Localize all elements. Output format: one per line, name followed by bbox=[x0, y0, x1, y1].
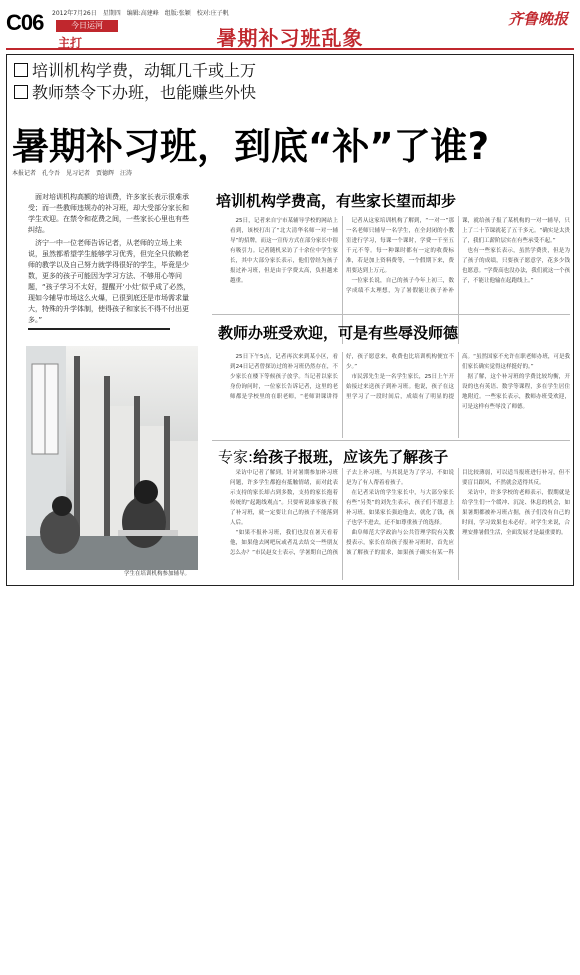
body-paragraph: 采访中记者了解到，针对暑期参加补习班问题，许多学生都抱有抵触情绪，而对此表示支持的家长却占到多数，支持的家长抱着传统的“起跑线观点”。只要听说谁家孩子报了补习班，就一定要让自己的孩子不能落到人后。 bbox=[230, 470, 338, 526]
classroom-photo-illustration bbox=[26, 346, 198, 570]
deck bbox=[14, 60, 256, 104]
byline: 本报记者 孔令吾 见习记者 贾德辉 汪涛 bbox=[12, 170, 133, 177]
section3-heading: 给孩子报班，应该先了解孩子 bbox=[253, 448, 449, 466]
body-paragraph: 25日，记者来自宁市某辅导学校的网站上看到，该校打出了“北大清华名师一对一辅导”的招牌，而这一宣传方式在部分家长中很有吸引力。记者随机采访了十余位中学生家长，其中大部分家长表示，他们曾经为孩子报过补习班，但是由于学费太高，负担越来越重。 bbox=[230, 218, 338, 284]
section3-label: 专家: bbox=[218, 448, 254, 466]
subsection-label: 主打 bbox=[58, 36, 83, 50]
deck-line-2: 教师禁令下办班，也能赚些外快 bbox=[14, 82, 256, 104]
page-header bbox=[6, 4, 574, 50]
newspaper-logo: 齐鲁晚报 bbox=[507, 10, 568, 28]
page-number: C06 bbox=[6, 10, 44, 35]
intro-paragraph: 面对培训机构高额的培训费，许多家长表示很难承受；而一些教师违规办的补习班，却大受部分家长和学生欢迎。在禁令和花费之间，一些家长心里也有些纠结。 bbox=[28, 193, 189, 234]
section-tag: 今日运河 bbox=[56, 20, 118, 32]
body-paragraph: 市民郭先生是一名学生家长，25日上午开始接过来送孩子到补习班。他说，孩子在这里学习了一段时间后，成绩有了明显的提高。“虽然国家不允许在职老师办班，可是我们家长确实觉得这样挺好的。” bbox=[346, 354, 570, 400]
body-paragraph: 25日下午5点，记者再次来到某小区，看到24日记者曾探访过的补习班仍然存在，不少家长在楼下等候孩子放学。当记者以家长身份询问时，一位家长告诉记者，这里的老师都是学校里的在职老师，“老师讲课讲得好，孩子愿意来，收费也比培训机构便宜不少。” bbox=[230, 354, 454, 400]
intro-paragraph: 济宁一中一位老师告诉记者，从老师的立场上来说，虽然都希望学生能够学习优秀，但完全只依赖老师的教学以及自己努力就学得很好的学生，毕竟是少数，更多的孩子可能因为学习方法、不够用心等问题，“孩子学习不太好，提醒开‘小灶’似乎成了必然，现如今辅导市场这么火爆，已很到底还是市场需求量大，特殊的升学体制，使得孩子和家长不得不付出更多。” bbox=[28, 239, 191, 324]
section3-title bbox=[218, 446, 448, 467]
section1-title: 培训机构学费高，有些家长望而却步 bbox=[216, 192, 457, 210]
intro-divider bbox=[28, 328, 170, 330]
square-bullet-icon bbox=[14, 63, 28, 77]
main-headline: 暑期补习班，到底“补”了谁? bbox=[12, 125, 490, 168]
topic-title: 暑期补习班乱象 bbox=[216, 26, 364, 50]
intro-text bbox=[28, 192, 192, 328]
body-paragraph: “如果不报补习班，我们也没在暑天看着他，如果他去网吧玩或者乱去结交一些朋友怎么办？”市民赵女士表示，学暑期自己的孩子去上补习班，与其说是为了学习，不如说是为了有人帮着看孩子。 bbox=[230, 470, 454, 556]
body-paragraph: 在记者采访的学生家长中，与大部分家长有些“另类”的刘先生表示，孩子们不愿意上补习班，如果家长强迫他去，就化了钱，孩子也学不进去，还不如尊重孩子的选择。 bbox=[346, 490, 454, 526]
section2-title: 教师办班受欢迎，可是有些辱没师德 bbox=[218, 324, 459, 342]
body-paragraph: 一位家长说，自己的孩子今年上初三，数学成绩不太理想，为了暑假能让孩子补补课，就给孩子报了某机构的一对一辅导，只上了二十节课就花了五千多元。“确实是太贵了，我们工薪阶层实在有些承受不起。” bbox=[346, 218, 570, 294]
body-paragraph: 记者从这家培训机构了解到，“一对一”那一名老师只辅导一名学生，在全封闭的小教室进行学习，每课一个课时，学费一千至五千元不等。每一种课时都有一定的收费标准，若是加上资料费等，一个假期下来，费用要达到上万元。 bbox=[346, 218, 454, 274]
section-divider bbox=[212, 440, 570, 441]
body-paragraph: 据了解，这个补习班的学费比较均衡，开设的也有英语、数学等课程，多在学生居住地附近。一些家长表示，教师办班受欢迎，可是这样有些辱没了师德。 bbox=[462, 374, 570, 410]
section3-body bbox=[230, 468, 570, 580]
deck-line-1: 培训机构学费，动辄几千或上万 bbox=[14, 60, 256, 82]
classroom-photo bbox=[26, 346, 198, 570]
header-info: 2012年7月26日 星期四 编辑:高建峰 组版:张颖 校对:庄子帆 bbox=[52, 10, 229, 17]
body-paragraph: 曲阜师范大学政治与公共管理学院有关教授表示，家长在给孩子报补习班时，首先应该了解孩子的需求，如果孩子确实有某一科目比较薄弱，可以适当报班进行补习，但不要盲目跟风，不然就会适得其反。 bbox=[346, 470, 570, 556]
square-bullet-icon bbox=[14, 85, 28, 99]
body-paragraph: 也有一些家长表示，虽然学费贵，但是为了孩子的成绩，只要孩子愿意学，花多少钱也愿意。“学费高也没办法，我们就这一个孩子，不能让他输在起跑线上。” bbox=[462, 248, 570, 284]
body-paragraph: 采访中，许多学校的老师表示，假期就是给学生们一个缓冲、沉淀、休息的机会，如果暑期都被补习班占据，孩子们没有自己的时间，学习效果也未必好。对学生来说，合理安排暑假生活，全面发展才是最重要的。 bbox=[462, 490, 570, 536]
section-divider bbox=[212, 314, 570, 315]
photo-caption: 学生在培训机构参加辅导。 bbox=[124, 571, 191, 577]
section2-body bbox=[230, 352, 570, 438]
